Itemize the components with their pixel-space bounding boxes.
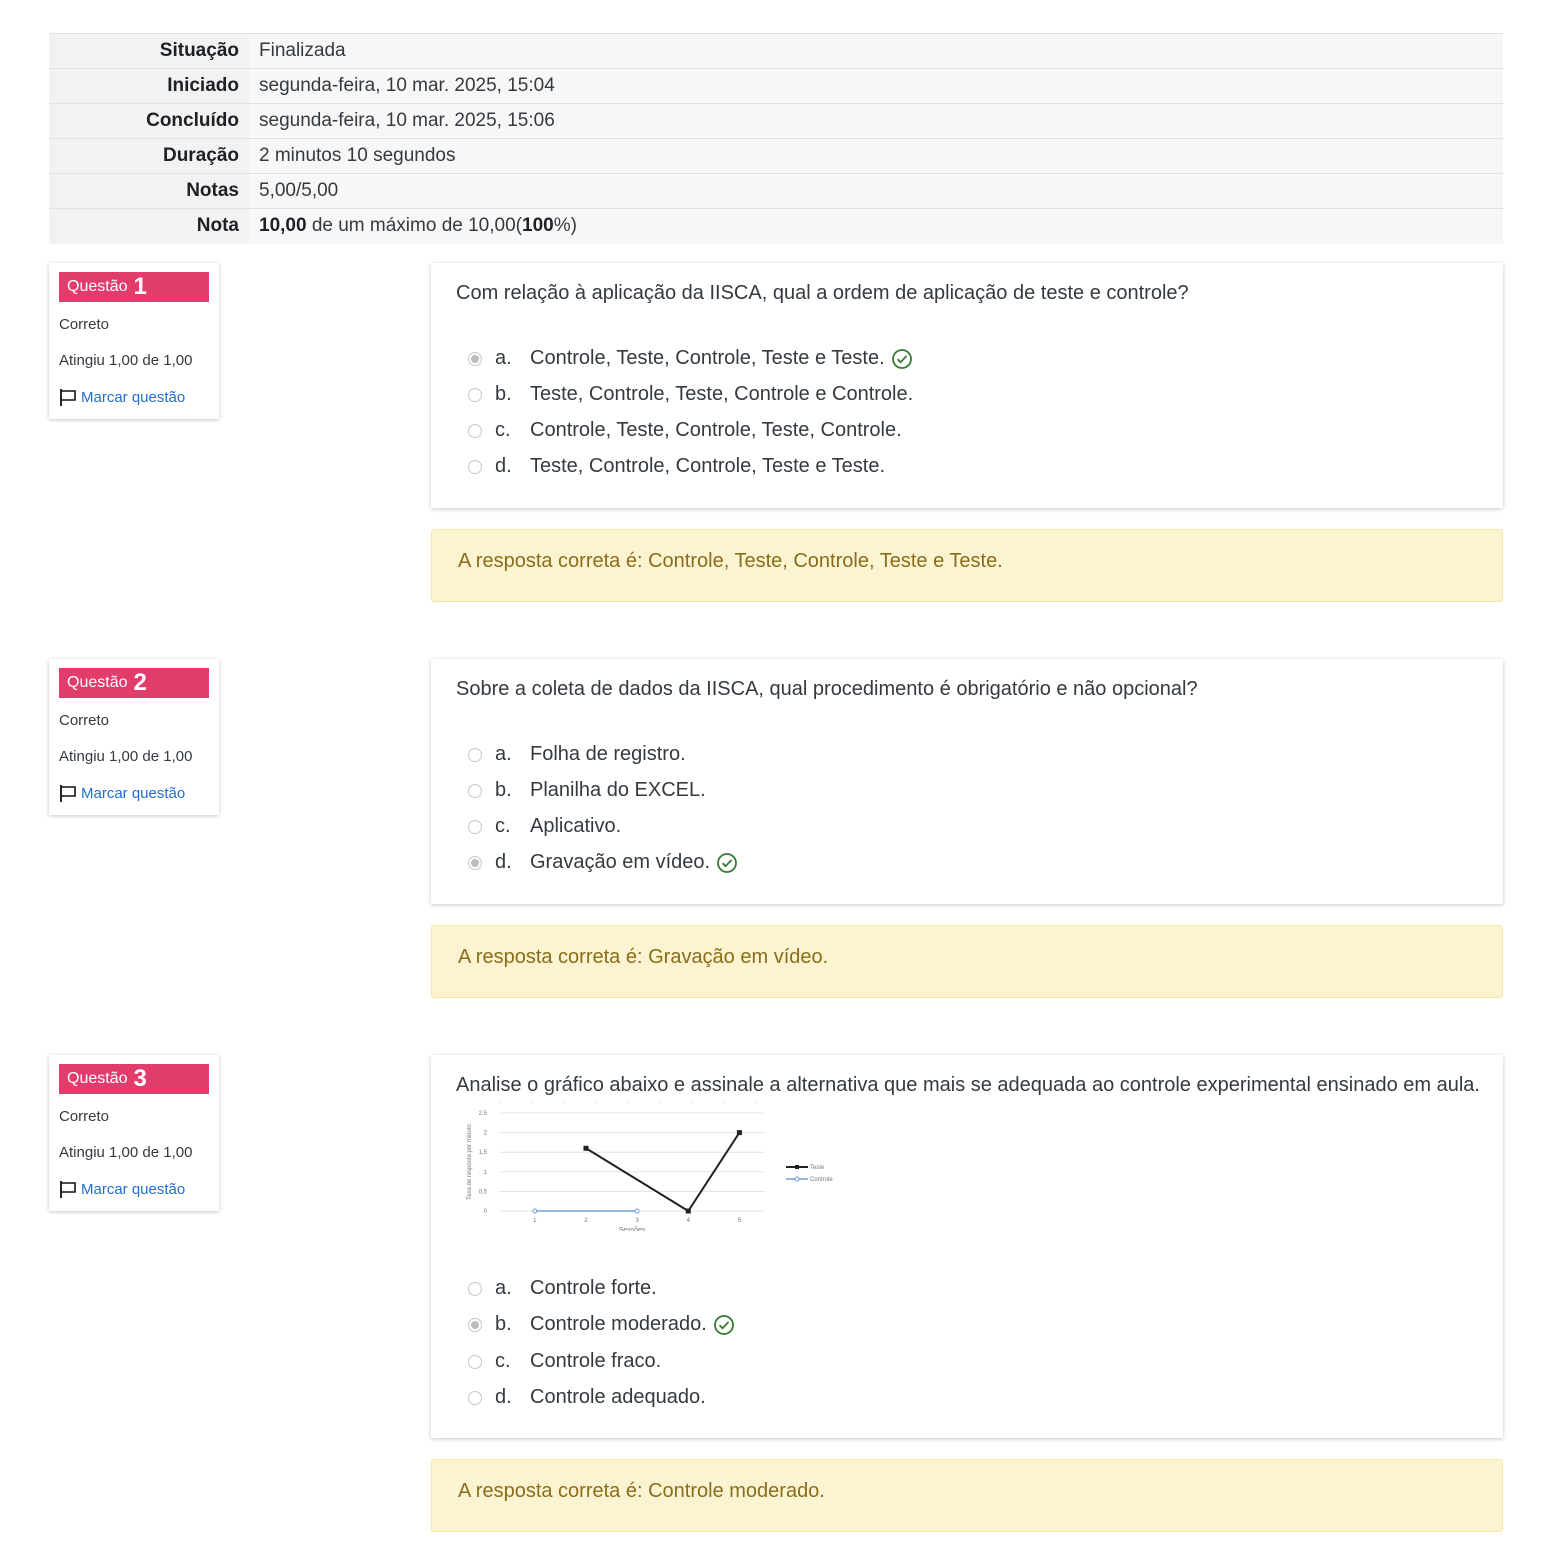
chart-x-tick-label: 4	[686, 1218, 690, 1224]
question-grade: Atingiu 1,00 de 1,00	[59, 352, 193, 369]
question-3-badge	[59, 1064, 209, 1094]
flag-question-link[interactable]	[59, 784, 185, 803]
answer-letter: b.	[495, 779, 512, 801]
right-answer-text: A resposta correta é: Controle moderado.	[458, 1480, 825, 1502]
answer-radio[interactable]	[468, 1391, 482, 1405]
summary-value: Finalizada	[249, 34, 1503, 69]
question-grade: Atingiu 1,00 de 1,00	[59, 1144, 193, 1161]
summary-label: Notas	[49, 174, 249, 209]
summary-row-iniciado	[49, 69, 1503, 104]
chart-y-tick-label: 0,5	[478, 1189, 487, 1196]
summary-value	[249, 209, 1503, 244]
grade-value: 10,00	[259, 215, 307, 237]
chart-y-tick-label: 2	[483, 1130, 487, 1137]
answer-radio[interactable]	[468, 1355, 482, 1369]
question-text: Sobre a coleta de dados da IISCA, qual procedimento é obrigatório e não opcional?	[456, 678, 1198, 700]
question-3-info	[49, 1055, 219, 1211]
answer-text: Controle forte.	[530, 1277, 657, 1299]
question-number: 2	[133, 669, 147, 696]
summary-label: Situação	[49, 34, 249, 69]
answer-text: Teste, Controle, Controle, Teste e Teste.	[530, 455, 886, 477]
question-state: Correto	[59, 712, 110, 729]
question-1-info	[49, 263, 219, 419]
question-2-info	[49, 659, 219, 815]
question-state: Correto	[59, 1108, 110, 1125]
answer-option-d[interactable]	[468, 1386, 706, 1409]
summary-label: Nota	[49, 209, 249, 244]
question-number: 3	[133, 1065, 147, 1092]
chart-y-tick-label: 2,5	[478, 1111, 487, 1117]
right-answer-text: A resposta correta é: Gravação em vídeo.	[458, 946, 829, 968]
flag-question-link[interactable]	[59, 1180, 185, 1199]
answer-text: Controle adequado.	[530, 1386, 706, 1408]
summary-label: Duração	[49, 139, 249, 174]
right-answer-text: A resposta correta é: Controle, Teste, Controle, Teste e Teste.	[458, 550, 1003, 572]
answer-option-a[interactable]	[468, 347, 913, 370]
summary-label: Concluído	[49, 104, 249, 139]
answer-letter: c.	[495, 419, 511, 441]
answer-text: Aplicativo.	[530, 815, 622, 837]
question-grade: Atingiu 1,00 de 1,00	[59, 748, 193, 765]
answer-text: Folha de registro.	[530, 743, 686, 765]
answer-letter: a.	[495, 743, 512, 765]
summary-value: segunda-feira, 10 mar. 2025, 15:06	[249, 104, 1503, 139]
chart-y-tick-label: 1,5	[478, 1150, 487, 1157]
answer-text: Controle, Teste, Controle, Teste, Controle.	[530, 419, 902, 441]
answer-letter: b.	[495, 383, 512, 405]
answer-option-b[interactable]	[468, 383, 913, 406]
answer-option-c[interactable]	[468, 419, 902, 442]
answer-option-b[interactable]	[468, 779, 706, 802]
answer-option-d[interactable]	[468, 455, 885, 478]
question-1-feedback	[431, 529, 1503, 602]
answer-radio[interactable]	[468, 820, 482, 834]
chart-point-teste	[737, 1130, 742, 1135]
answer-radio[interactable]	[468, 748, 482, 762]
question-2-content	[431, 659, 1503, 904]
answer-option-c[interactable]	[468, 815, 621, 838]
flag-icon	[59, 388, 78, 407]
answer-letter: d.	[495, 1386, 512, 1408]
summary-row-duracao	[49, 139, 1503, 174]
summary-row-nota	[49, 209, 1503, 244]
answer-radio[interactable]	[468, 424, 482, 438]
answer-letter: c.	[495, 815, 511, 837]
summary-value: 5,00/5,00	[249, 174, 1503, 209]
answer-option-a[interactable]	[468, 743, 686, 766]
chart-x-tick-label: 5	[737, 1218, 742, 1224]
chart-y-tick-label: 1	[483, 1169, 487, 1176]
flag-question-link[interactable]	[59, 388, 185, 407]
chart-x-tick-label: 1	[533, 1218, 537, 1224]
answer-radio[interactable]	[468, 784, 482, 798]
summary-row-concluido	[49, 104, 1503, 139]
question-1-badge	[59, 272, 209, 302]
question-2-badge	[59, 668, 209, 698]
question-2-feedback	[431, 925, 1503, 998]
question-text: Analise o gráfico abaixo e assinale a alternativa que mais se adequada ao controle experimental ensinado em aula.	[456, 1074, 1480, 1096]
summary-row-notas	[49, 174, 1503, 209]
answer-option-a[interactable]	[468, 1277, 657, 1300]
answer-option-b[interactable]	[468, 1313, 735, 1336]
answer-text: Controle fraco.	[530, 1350, 662, 1372]
answer-radio[interactable]	[468, 460, 482, 474]
attempt-summary-table	[49, 33, 1503, 244]
question-text: Com relação à aplicação da IISCA, qual a ordem de aplicação de teste e controle?	[456, 282, 1189, 304]
chart-point-controle	[635, 1209, 639, 1213]
chart-legend-label: Teste	[810, 1165, 825, 1171]
summary-row-situacao	[49, 34, 1503, 69]
chart-legend-marker	[795, 1165, 799, 1169]
correct-check-icon	[713, 1314, 735, 1336]
answer-letter: c.	[495, 1350, 511, 1372]
grade-max-text: de um máximo de 10,00(	[306, 215, 522, 237]
correct-check-icon	[716, 852, 738, 874]
answer-radio[interactable]	[468, 352, 482, 366]
flag-icon	[59, 1180, 78, 1199]
question-label: Questão	[67, 1070, 128, 1087]
summary-value: segunda-feira, 10 mar. 2025, 15:04	[249, 69, 1503, 104]
flag-question-label: Marcar questão	[81, 1181, 186, 1198]
chart-point-teste	[686, 1209, 691, 1214]
answer-radio[interactable]	[468, 1282, 482, 1296]
answer-option-d[interactable]	[468, 851, 738, 874]
question-label: Questão	[67, 674, 128, 691]
answer-text: Controle, Teste, Controle, Teste e Teste.	[530, 347, 885, 369]
chart-legend-marker	[795, 1177, 799, 1181]
grade-percent: 100	[522, 215, 554, 237]
answer-letter: b.	[495, 1313, 512, 1335]
answer-radio[interactable]	[468, 1318, 482, 1332]
answer-text: Teste, Controle, Teste, Controle e Controle.	[530, 383, 914, 405]
chart-y-axis-label: Taxa de resposta por minuto	[467, 1124, 473, 1200]
correct-check-icon	[891, 348, 913, 370]
question-label: Questão	[67, 278, 128, 295]
chart-y-tick-label: 0	[483, 1209, 487, 1215]
sessions-line-chart	[455, 1101, 855, 1231]
answer-option-c[interactable]	[468, 1350, 661, 1373]
question-1-content	[431, 263, 1503, 508]
chart-legend-label: Controle	[810, 1177, 833, 1183]
question-3-content	[431, 1055, 1503, 1438]
chart-x-tick-label: 2	[584, 1218, 588, 1224]
chart-x-axis-label: Sessões	[618, 1227, 646, 1231]
question-state: Correto	[59, 316, 110, 333]
flag-icon	[59, 784, 78, 803]
summary-value: 2 minutos 10 segundos	[249, 139, 1503, 174]
answer-text: Planilha do EXCEL.	[530, 779, 706, 801]
summary-label: Iniciado	[49, 69, 249, 104]
question-number: 1	[133, 273, 147, 300]
answer-text: Controle moderado.	[530, 1313, 707, 1335]
answer-letter: a.	[495, 347, 512, 369]
answer-radio[interactable]	[468, 388, 482, 402]
answer-text: Gravação em vídeo.	[530, 851, 711, 873]
answer-letter: a.	[495, 1277, 512, 1299]
answer-letter: d.	[495, 455, 512, 477]
chart-x-tick-label: 3	[635, 1218, 639, 1224]
question-3-feedback	[431, 1459, 1503, 1532]
chart-point-controle	[533, 1209, 537, 1213]
answer-letter: d.	[495, 851, 512, 873]
flag-question-label: Marcar questão	[81, 389, 186, 406]
grade-percent-suffix: %)	[553, 215, 577, 237]
flag-question-label: Marcar questão	[81, 785, 186, 802]
answer-radio[interactable]	[468, 856, 482, 870]
chart-point-teste	[583, 1146, 588, 1151]
